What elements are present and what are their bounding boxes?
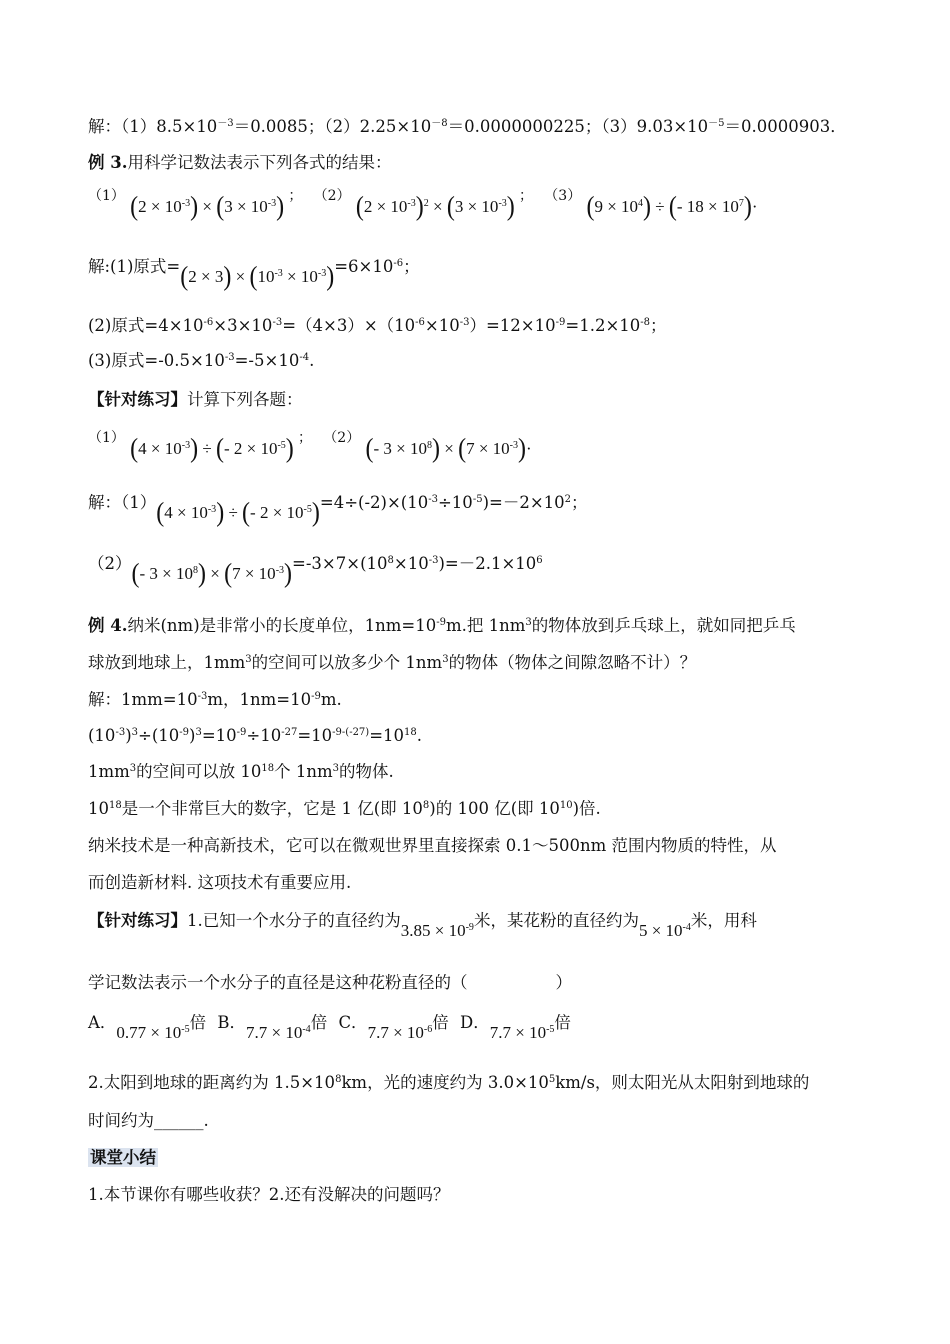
math-term: - 3 × 10 (373, 439, 427, 458)
option-a-label: A． (88, 1013, 117, 1032)
exponent: -6 (393, 258, 404, 269)
text-seg: . (416, 726, 423, 745)
exponent: -5 (303, 504, 312, 515)
text-seg: 倍 (432, 1013, 449, 1032)
exponent: 3 (131, 727, 138, 738)
text-seg: =-5×10 (234, 351, 300, 370)
text-seg: =-3×7×(10 (292, 554, 388, 573)
exponent: 2 (564, 494, 572, 505)
math-term: - 2 × 10 (223, 439, 278, 458)
text-seg: m. (320, 690, 342, 709)
text-seg: (2)原式=4×10 (88, 316, 204, 335)
exponent: -9-(-27) (332, 727, 370, 738)
math-expression (639, 920, 691, 942)
example-4-line-2 (88, 652, 696, 674)
text-seg: ÷10 (437, 493, 473, 512)
text-seg: 时间约为______. (88, 1111, 209, 1130)
text-seg: =6×10 (334, 257, 394, 276)
exponent: -27 (281, 727, 298, 738)
exponent: －5 (708, 118, 725, 129)
text-seg: =10 (201, 726, 237, 745)
text-seg: 而创造新材料. 这项技术有重要应用. (88, 873, 352, 892)
exponent: -4 (682, 922, 691, 933)
exponent: -3 (509, 440, 518, 451)
math-expression (401, 920, 474, 942)
math-term: 7 × 10 (466, 439, 510, 458)
exponent: 8 (335, 1074, 342, 1085)
paren: ) (506, 192, 515, 222)
text-seg: 米，某花粉的直径约为 (473, 911, 639, 930)
exponent: -9 (465, 922, 474, 933)
math-term: × 10 (282, 267, 318, 286)
paren: ( (131, 559, 140, 589)
paren: ) (223, 262, 232, 292)
text-seg: ×10 (393, 554, 429, 573)
math-expression (156, 498, 320, 528)
practice-2-question-1-cont (88, 972, 572, 994)
exponent: -9 (436, 617, 446, 628)
text-seg: 纳米技术是一种高新技术，它可以在微观世界里直接探索 0.1～500nm 范围内物质的特性，从 (88, 836, 777, 855)
text-seg: 的物体放到乒乓球上，就如同把乒乓 (531, 616, 796, 635)
exponent: -4 (299, 352, 310, 363)
practice-1-solution-1 (88, 492, 588, 528)
option-b-label: B． (217, 1013, 246, 1032)
math-expression (131, 559, 293, 589)
paren: ( (216, 192, 225, 222)
math-term: 5 × 10 (638, 921, 683, 940)
math-term: 3.85 × 10 (400, 921, 466, 940)
practice-2-question-2 (88, 1072, 809, 1094)
text-seg: 学记数法表示一个水分子的直径是这种花粉直径的（ (88, 973, 468, 992)
practice-1-heading (88, 389, 303, 411)
operator: × (428, 197, 447, 216)
text-seg: ＝0.0000903． (724, 117, 847, 136)
exponent: 18 (109, 800, 122, 811)
paren: ( (586, 192, 595, 222)
text-seg: 解：1mm=10 (88, 690, 198, 709)
practice-label: 【针对练习】 (88, 390, 187, 409)
math-term: 4 × 10 (138, 439, 182, 458)
paren: ( (180, 262, 189, 292)
problem-number: （2） (323, 430, 361, 446)
paren: ) (518, 434, 526, 464)
math-expression (180, 262, 335, 292)
exponent: -9 (179, 727, 190, 738)
text-seg: ÷(10 (138, 726, 180, 745)
text-seg: (10 (88, 726, 116, 745)
text-seg: =1.2×10 (565, 316, 641, 335)
text-seg: 是一个非常巨大的数字，它是 1 亿(即 10 (121, 799, 423, 818)
text-seg: ； (650, 316, 667, 335)
text-seg: 纳米(nm)是非常小的长度单位，1nm=10 (127, 616, 437, 635)
option-d-math (490, 1022, 555, 1044)
text-seg: ； (571, 493, 588, 512)
paren: ) (311, 498, 320, 528)
separator: ； (519, 188, 534, 204)
text-seg: 的物体（物体之间隙忽略不计）？ (448, 653, 697, 672)
exponent: －3 (217, 118, 234, 129)
operator: ÷ (224, 503, 243, 522)
exponent: 18 (404, 727, 417, 738)
exponent: -3 (272, 317, 283, 328)
text-seg: )的 100 亿(即 10 (429, 799, 560, 818)
paren: ) (284, 559, 293, 589)
operator: × (198, 197, 217, 216)
paren: ( (224, 559, 233, 589)
exponent: -3 (428, 494, 438, 505)
paren: ( (215, 434, 224, 464)
paren: ( (156, 498, 165, 528)
text-seg: 倍 (189, 1013, 207, 1032)
paren: ( (355, 192, 364, 222)
text-seg: ＝0.0085；（2）2.25×10 (233, 117, 432, 136)
text-seg: 的物体. (339, 762, 394, 781)
exponent: -6 (423, 1024, 433, 1035)
exponent: 3 (129, 763, 137, 774)
exponent: -3 (428, 555, 439, 566)
example-text: 用科学记数法表示下列各式的结果： (127, 153, 392, 172)
math-expression (355, 192, 519, 222)
exponent: 10 (559, 800, 573, 811)
example-4-solution-1 (88, 689, 342, 711)
exponent: 8 (387, 555, 394, 566)
text-seg: m.把 1nm (445, 616, 526, 635)
text-seg: =4÷(-2)×(10 (319, 493, 429, 512)
math-expression (130, 434, 298, 464)
text-seg: =10 (369, 726, 405, 745)
exponent: -5 (277, 440, 286, 451)
text-seg: )倍. (572, 799, 601, 818)
math-term: 2 × 10 (363, 197, 408, 216)
exponent: 6 (536, 555, 543, 566)
text-seg: 球放到地球上，1mm (88, 653, 246, 672)
text-seg: ) (189, 726, 196, 745)
exponent: 8 (422, 800, 430, 811)
math-term: 3 × 10 (224, 197, 268, 216)
math-expression (365, 434, 532, 464)
exponent: -3 (115, 727, 126, 738)
exponent: -3 (498, 198, 507, 209)
text-seg: （1）8.5×10 (121, 117, 218, 136)
exponent: 5 (548, 1074, 556, 1085)
exponent: -3 (267, 198, 277, 209)
math-term: 9 × 10 (594, 197, 639, 216)
summary-title: 课堂小结 (90, 1148, 156, 1167)
exponent: -3 (407, 198, 416, 209)
problem-number: （2） (313, 188, 351, 204)
text-seg: 1.已知一个水分子的直径约为 (187, 911, 401, 930)
problem-number: （1） (88, 188, 125, 204)
text-seg: （2） (88, 554, 132, 573)
option-c-math (368, 1022, 433, 1044)
paren: ( (365, 434, 374, 464)
text-seg: ×3×10 (213, 316, 273, 335)
math-term: 2 × 3 (188, 267, 224, 286)
practice-1-solution-2 (88, 553, 543, 589)
paren: ) (190, 192, 199, 222)
exponent: -3 (197, 691, 208, 702)
exponent: -3 (317, 268, 327, 279)
exponent: -3 (224, 352, 235, 363)
separator: ； (298, 430, 313, 446)
text-seg: =10 (297, 726, 333, 745)
exponent: 3 (332, 763, 340, 774)
text-seg: ) (125, 726, 132, 745)
practice-label: 【针对练习】 (88, 911, 187, 930)
operator: · (751, 197, 758, 216)
exponent: 4 (638, 198, 644, 209)
exponent: -6 (415, 317, 425, 328)
text-seg: 的空间可以放多少个 1nm (251, 653, 443, 672)
exponent: -5 (181, 1024, 190, 1035)
exponent: 3 (245, 654, 252, 665)
text-seg: (3)原式=-0.5×10 (88, 351, 225, 370)
exponent: -9 (311, 691, 321, 702)
text-seg: m，1nm=10 (207, 690, 312, 709)
text-seg: 1mm (88, 762, 130, 781)
paren: ( (130, 192, 139, 222)
solution-label: 解： (88, 117, 121, 136)
exponent: -9 (236, 727, 247, 738)
exponent: -3 (274, 268, 283, 279)
problem-number: （3） (544, 188, 582, 204)
practice-2-question-2-cont (88, 1110, 209, 1132)
exponent: -8 (640, 317, 651, 328)
paren: ) (326, 262, 335, 292)
exponent: 3 (195, 727, 202, 738)
math-term: - 2 × 10 (250, 503, 304, 522)
text-seg: 解：（1） (88, 493, 157, 512)
text-seg: )=－2×10 (482, 493, 565, 512)
summary-text (88, 1184, 450, 1206)
example-number: 例 3. (88, 153, 128, 172)
operator: × (231, 267, 250, 286)
text-seg: 米，用科 (690, 911, 757, 930)
exponent: 7 (738, 198, 744, 209)
text-seg: =（4×3）×（10 (282, 316, 416, 335)
text-seg: ）=12×10 (469, 316, 556, 335)
text-seg: ； (403, 257, 420, 276)
operator: × (439, 439, 459, 458)
problem-number: （1） (88, 430, 125, 446)
math-term: 4 × 10 (164, 503, 208, 522)
exponent: -5 (546, 1024, 555, 1035)
math-term: - 3 × 10 (139, 564, 193, 583)
math-term: 3 × 10 (454, 197, 499, 216)
example-4-solution-2 (88, 725, 422, 747)
option-c-label: C． (338, 1013, 368, 1032)
text-seg: 个 1nm (274, 762, 333, 781)
text-seg: 的空间可以放 10 (136, 762, 262, 781)
exponent: -3 (275, 565, 285, 576)
text-seg: 倍 (310, 1013, 328, 1032)
text-seg: ） (555, 973, 572, 992)
math-term: 7.7 × 10 (246, 1023, 303, 1042)
solution-3-part-1 (88, 256, 420, 292)
text-seg: )=－2.1×10 (438, 554, 537, 573)
paren: ) (743, 192, 752, 222)
exponent: －8 (431, 118, 448, 129)
example-4-line-1 (88, 615, 796, 637)
practice-1-problems (88, 430, 532, 464)
exponent: 8 (193, 565, 198, 576)
text-seg: 倍 (554, 1013, 571, 1032)
option-b-math (246, 1022, 311, 1044)
operator: · (526, 439, 532, 458)
text-seg: ÷10 (246, 726, 282, 745)
solution-3-part-3 (88, 350, 314, 372)
paren: ) (285, 434, 294, 464)
example-4-solution-5 (88, 835, 777, 857)
paren: ) (643, 192, 652, 222)
paren: ) (216, 498, 225, 528)
exponent: -9 (555, 317, 566, 328)
solution-line-1 (88, 116, 847, 138)
exponent: -5 (472, 494, 483, 505)
exponent: 3 (442, 654, 449, 665)
paren: ) (276, 192, 285, 222)
paren: ) (415, 192, 424, 222)
text-seg: 2.太阳到地球的距离约为 1.5×10 (88, 1073, 336, 1092)
paren: ( (242, 498, 251, 528)
practice-text: 计算下列各题： (187, 390, 303, 409)
exponent: 18 (261, 763, 275, 774)
text-seg: km/s，则太阳光从太阳射到地球的 (555, 1073, 810, 1092)
paren: ) (431, 434, 440, 464)
example-3-problems (88, 188, 758, 222)
exponent: -3 (207, 504, 217, 515)
math-term: 10 (257, 267, 275, 286)
text-seg: km，光的速度约为 3.0×10 (341, 1073, 549, 1092)
math-term: 0.77 × 10 (116, 1023, 182, 1042)
separator: ； (288, 188, 303, 204)
operator: ÷ (198, 439, 216, 458)
exponent: 8 (426, 440, 432, 451)
math-term: 7.7 × 10 (489, 1023, 547, 1042)
exponent: -4 (302, 1024, 311, 1035)
exponent: -3 (459, 317, 470, 328)
example-4-solution-6 (88, 872, 351, 894)
exponent: -3 (181, 440, 191, 451)
text-seg: ＝0.0000000225；（3）9.03×10 (447, 117, 709, 136)
math-expression (586, 192, 758, 222)
example-4-solution-4 (88, 798, 601, 820)
option-a-math (116, 1022, 189, 1044)
paren: ( (446, 192, 455, 222)
example-4-solution-3 (88, 761, 394, 783)
math-term: - 18 × 10 (676, 197, 739, 216)
text-seg: . (309, 351, 315, 370)
paren: ( (668, 192, 677, 222)
paren: ( (130, 434, 139, 464)
paren: ( (249, 262, 258, 292)
math-expression (130, 192, 288, 222)
solution-3-part-2 (88, 315, 667, 337)
example-3-heading (88, 152, 391, 174)
practice-2-question-1 (88, 910, 757, 940)
math-term: 7 × 10 (232, 564, 276, 583)
exponent: 3 (525, 617, 532, 628)
math-term: 7.7 × 10 (367, 1023, 424, 1042)
operator: × (206, 564, 225, 583)
operator: ÷ (651, 197, 669, 216)
practice-2-options (88, 1012, 571, 1042)
exponent: -3 (181, 198, 191, 209)
paren: ( (458, 434, 467, 464)
text-seg: 解:(1)原式= (88, 257, 181, 276)
text-seg: 10 (88, 799, 109, 818)
summary-heading (88, 1147, 158, 1169)
example-number: 例 4. (88, 616, 128, 635)
paren: ) (190, 434, 199, 464)
paren: ) (198, 559, 206, 589)
exponent: -6 (203, 317, 214, 328)
exponent: 2 (423, 198, 429, 209)
text-seg: ×10 (424, 316, 460, 335)
text-seg: 1.本节课你有哪些收获？2.还有没解决的问题吗？ (88, 1185, 450, 1204)
option-d-label: D． (460, 1013, 490, 1032)
math-term: 2 × 10 (138, 197, 182, 216)
